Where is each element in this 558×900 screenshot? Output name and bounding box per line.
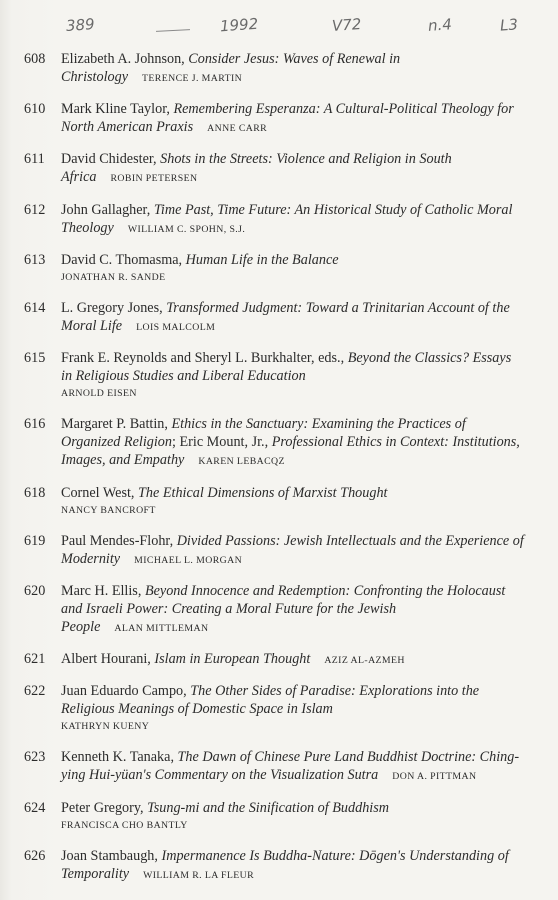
handwritten-note: n.4 bbox=[427, 15, 453, 35]
author: Peter Gregory, bbox=[61, 799, 148, 816]
book-title: Beyond Innocence and Redemption: Confronting the Holocaust and Israeli Power: Creating a Moral Future for the Jewish People bbox=[61, 582, 506, 635]
handwritten-note: V72 bbox=[331, 14, 362, 36]
book-title: Beyond the Classics? Essays in Religious Studies and Liberal Education bbox=[61, 350, 512, 385]
list-item bbox=[24, 201, 524, 239]
handwritten-note: 1992 bbox=[219, 14, 259, 36]
reviewer: ANNE CARR bbox=[207, 123, 268, 135]
list-item bbox=[24, 484, 524, 520]
page-number: 615 bbox=[24, 350, 46, 367]
review-list bbox=[24, 50, 524, 897]
page-number: 623 bbox=[24, 749, 46, 766]
reviewer: ARNOLD EISEN bbox=[61, 388, 137, 400]
list-item bbox=[24, 532, 524, 570]
page-number: 620 bbox=[24, 582, 46, 599]
reviewer: LOIS MALCOLM bbox=[136, 321, 216, 333]
list-item bbox=[24, 682, 524, 736]
book-title: Tsung-mi and the Sinification of Buddhism bbox=[147, 799, 390, 816]
list-item bbox=[24, 650, 524, 670]
book-title: Professional Ethics in Context: Institutions, Images, and Empathy bbox=[61, 434, 520, 469]
list-item bbox=[24, 415, 524, 471]
author: Kenneth K. Tanaka, bbox=[61, 749, 178, 766]
page-number: 619 bbox=[24, 532, 46, 549]
page-number: 621 bbox=[24, 651, 46, 668]
list-item bbox=[24, 582, 524, 638]
author: Marc H. Ellis, bbox=[61, 582, 145, 599]
author: Juan Eduardo Campo, bbox=[61, 683, 191, 700]
list-item bbox=[24, 150, 524, 188]
book-title: The Ethical Dimensions of Marxist Thought bbox=[138, 484, 388, 501]
author: Margaret P. Battin, bbox=[61, 416, 172, 433]
reviewer: KATHRYN KUENY bbox=[61, 721, 150, 733]
author: Mark Kline Taylor, bbox=[61, 101, 174, 118]
reviewer: WILLIAM R. LA FLEUR bbox=[143, 869, 255, 881]
reviewer: ROBIN PETERSEN bbox=[110, 173, 198, 185]
page-number: 624 bbox=[24, 799, 46, 816]
list-item bbox=[24, 847, 524, 885]
author: ; Eric Mount, Jr., bbox=[172, 434, 272, 451]
reviewer: NANCY BANCROFT bbox=[61, 504, 156, 516]
book-title: The Other Sides of Paradise: Explorations into the Religious Meanings of Domestic Space in Islam bbox=[61, 683, 480, 718]
list-item bbox=[24, 100, 524, 138]
reviewer: DON A. PITTMAN bbox=[392, 771, 477, 783]
book-title: Islam in European Thought bbox=[154, 651, 311, 668]
book-title: Shots in the Streets: Violence and Religion in South Africa bbox=[61, 151, 452, 186]
list-item bbox=[24, 50, 524, 88]
book-title: Transformed Judgment: Toward a Trinitarian Account of the Moral Life bbox=[61, 299, 510, 334]
book-title: The Dawn of Chinese Pure Land Buddhist Doctrine: Ching-ying Hui-yüan's Commentary on the Visualization Sutra bbox=[61, 749, 520, 784]
reviewer: JONATHAN R. SANDE bbox=[61, 271, 166, 283]
handwritten-notes bbox=[60, 10, 548, 40]
reviewer: ALAN MITTLEMAN bbox=[114, 622, 209, 634]
page-number: 612 bbox=[24, 201, 46, 218]
handwritten-dash bbox=[156, 29, 190, 32]
book-title: Ethics in the Sanctuary: Examining the Practices of Organized Religion bbox=[61, 416, 466, 451]
reviewer: WILLIAM C. SPOHN, S.J. bbox=[127, 223, 246, 235]
author: Joan Stambaugh, bbox=[61, 847, 162, 864]
author: Albert Hourani, bbox=[61, 651, 155, 668]
author: Frank E. Reynolds and Sheryl L. Burkhalter, eds., bbox=[61, 350, 348, 367]
book-title: Remembering Esperanza: A Cultural-Political Theology for North American Praxis bbox=[61, 101, 514, 136]
page-number: 611 bbox=[24, 151, 45, 168]
author: Cornel West, bbox=[61, 484, 139, 501]
author: Elizabeth A. Johnson, bbox=[61, 51, 189, 67]
author: John Gallagher, bbox=[61, 201, 154, 218]
page-number: 622 bbox=[24, 683, 46, 700]
book-title: Human Life in the Balance bbox=[185, 251, 339, 268]
book-title: Divided Passions: Jewish Intellectuals and the Experience of Modernity bbox=[61, 532, 524, 567]
list-item bbox=[24, 799, 524, 835]
book-title: Impermanence Is Buddha-Nature: Dōgen's Understanding of Temporality bbox=[61, 847, 509, 882]
page-number: 613 bbox=[24, 251, 46, 268]
reviewer: MICHAEL L. MORGAN bbox=[134, 554, 243, 566]
page-number: 610 bbox=[24, 101, 46, 118]
list-item bbox=[24, 251, 524, 287]
list-item bbox=[24, 748, 524, 786]
page-number: 614 bbox=[24, 299, 46, 316]
page-number: 608 bbox=[24, 51, 46, 67]
reviewer: FRANCISCA CHO BANTLY bbox=[61, 819, 188, 831]
list-item bbox=[24, 299, 524, 337]
page-number: 616 bbox=[24, 416, 46, 433]
page-number: 618 bbox=[24, 484, 46, 501]
author: L. Gregory Jones, bbox=[61, 299, 167, 316]
handwritten-note: 389 bbox=[65, 15, 96, 35]
reviewer: KAREN LEBACQZ bbox=[198, 456, 285, 468]
list-item bbox=[24, 349, 524, 403]
book-title: Consider Jesus: Waves of Renewal in Christology bbox=[61, 51, 401, 85]
handwritten-note: L3 bbox=[499, 15, 519, 35]
reviewer: AZIZ AL-AZMEH bbox=[324, 655, 405, 667]
author: Paul Mendes-Flohr, bbox=[61, 532, 177, 549]
page-number: 626 bbox=[24, 847, 46, 864]
author: David Chidester, bbox=[61, 151, 161, 168]
reviewer: TERENCE J. MARTIN bbox=[142, 73, 243, 84]
author: David C. Thomasma, bbox=[61, 251, 186, 268]
book-title: Time Past, Time Future: An Historical Study of Catholic Moral Theology bbox=[61, 201, 513, 236]
